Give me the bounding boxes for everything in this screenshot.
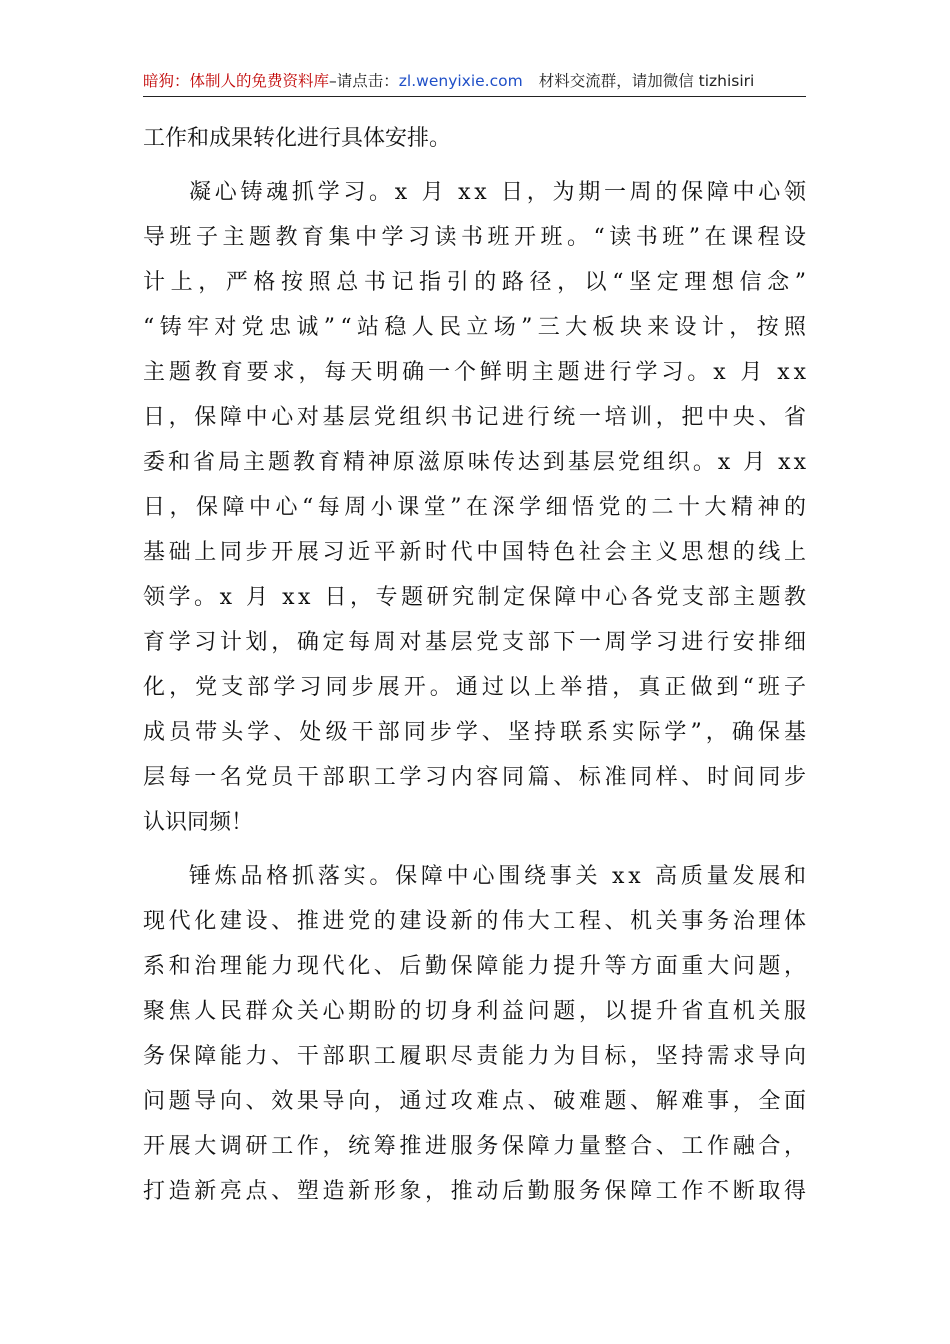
header-click-prefix: –请点击： (329, 72, 399, 90)
text-line: 成员带头学、处级干部同步学、坚持联系实际学”，确保基 (143, 720, 811, 745)
text-line: 日，保障中心“每周小课堂”在深学细悟党的二十大精神的 (143, 495, 811, 520)
header-brand: 暗狗：体制人的免费资料库 (143, 72, 330, 90)
text-line: 锤炼品格抓落实。保障中心围绕事关 xx 高质量发展和 (189, 864, 810, 889)
text-line: 系和治理能力现代化、后勤保障能力提升等方面重大问题， (143, 954, 810, 979)
text-line: 领学。x 月 xx 日，专题研究制定保障中心各党支部主题教 (143, 585, 810, 610)
text-line: 基础上同步开展习近平新时代中国特色社会主义思想的线上 (143, 540, 810, 565)
text-line: 主题教育要求，每天明确一个鲜明主题进行学习。x 月 xx (143, 360, 810, 385)
document-body (143, 116, 812, 1214)
paragraph-gap (143, 161, 806, 170)
text-line: “铸牢对党忠诚”“站稳人民立场”三大板块来设计，按照 (143, 315, 812, 340)
text-line: 现代化建设、推进党的建设新的伟大工程、机关事务治理体 (143, 909, 810, 934)
text-line: 认识同频！ (143, 810, 254, 835)
text-line: 育学习计划，确定每周对基层党支部下一周学习进行安排细 (143, 630, 810, 655)
text-line: 凝心铸魂抓学习。x 月 xx 日，为期一周的保障中心领 (189, 180, 810, 205)
text-line: 聚焦人民群众关心期盼的切身利益问题，以提升省直机关服 (143, 999, 810, 1024)
text-line: 问题导向、效果导向，通过攻难点、破难题、解难事，全面 (143, 1089, 810, 1114)
text-line: 日，保障中心对基层党组织书记进行统一培训，把中央、省 (143, 405, 810, 430)
paragraph (143, 116, 806, 161)
text-line: 工作和成果转化进行具体安排。 (143, 126, 452, 151)
text-line: 打造新亮点、塑造新形象，推动后勤服务保障工作不断取得 (143, 1179, 810, 1204)
text-line: 委和省局主题教育精神原滋原味传达到基层党组织。x 月 xx (143, 450, 809, 475)
paragraph (143, 170, 812, 845)
paragraph (143, 854, 810, 1214)
text-line: 务保障能力、干部职工履职尽责能力为目标，坚持需求导向 (143, 1044, 810, 1069)
text-line: 计上，严格按照总书记指引的路径，以“坚定理想信念” (143, 270, 812, 295)
text-line: 层每一名党员干部职工学习内容同篇、标准同样、时间同步 (143, 765, 810, 790)
paragraph-gap (143, 845, 806, 854)
header-wechat-note: 材料交流群，请加微信 tizhisiri (538, 72, 755, 90)
text-line: 开展大调研工作，统筹推进服务保障力量整合、工作融合， (143, 1134, 810, 1159)
text-line: 化，党支部学习同步展开。通过以上举措，真正做到“班子 (143, 675, 811, 700)
header-url-link[interactable]: zl.wenyixie.com (398, 72, 523, 90)
page-header (143, 66, 806, 97)
text-line: 导班子主题教育集中学习读书班开班。“读书班”在课程设 (143, 225, 811, 250)
